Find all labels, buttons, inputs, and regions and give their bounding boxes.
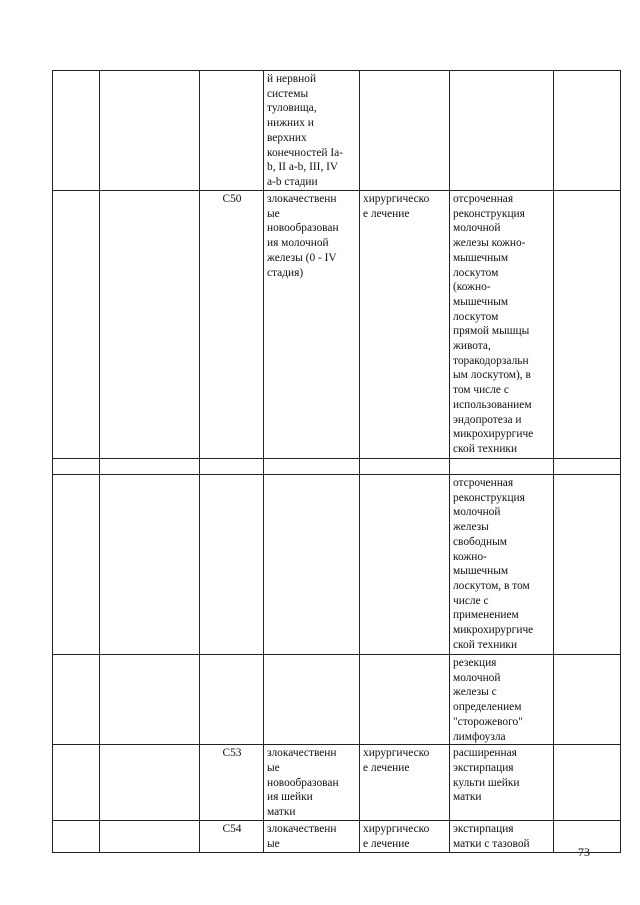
cell-icd-code — [200, 71, 264, 191]
cell-cost — [554, 655, 621, 745]
cell-disease: злокачественн ые — [264, 821, 360, 853]
cell-profile — [100, 191, 200, 459]
cell-cost — [554, 191, 621, 459]
cell-method: экстирпация матки с тазовой — [450, 821, 554, 853]
cell-profile — [100, 821, 200, 853]
cell-number — [53, 475, 100, 655]
cell-profile — [100, 655, 200, 745]
cell-icd-code: C54 — [200, 821, 264, 853]
cell-cost — [554, 475, 621, 655]
cell-method: отсроченная реконструкция молочной железы свободным кожно- мышечным лоскутом, в том числе с применением микрохирургиче ской техники — [450, 475, 554, 655]
cell-icd-code — [200, 655, 264, 745]
cell-cost — [554, 459, 621, 475]
cell-number — [53, 745, 100, 821]
cell-profile — [100, 71, 200, 191]
cell-profile — [100, 459, 200, 475]
table-row — [53, 475, 621, 655]
cell-method: отсроченная реконструкция молочной железы кожно- мышечным лоскутом (кожно- мышечным лоскутом прямой мышцы живота, торакодорзальн ым лоскутом), в том числе с использованием эндопротеза и микрохирургиче ской техники — [450, 191, 554, 459]
cell-cost — [554, 71, 621, 191]
cell-icd-code — [200, 459, 264, 475]
cell-treatment-type: хирургическо е лечение — [360, 745, 450, 821]
table-row — [53, 821, 621, 853]
cell-treatment-type — [360, 475, 450, 655]
cell-treatment-type — [360, 71, 450, 191]
table-row — [53, 745, 621, 821]
cell-number — [53, 459, 100, 475]
cell-disease: й нервной системы туловища, нижних и верхних конечностей Ia- b, II a-b, III, IV a-b стадии — [264, 71, 360, 191]
cell-profile — [100, 745, 200, 821]
cell-treatment-type: хирургическо е лечение — [360, 821, 450, 853]
cell-number — [53, 655, 100, 745]
cell-method: резекция молочной железы с определением "сторожевого" лимфоузла — [450, 655, 554, 745]
table-row — [53, 655, 621, 745]
cell-method — [450, 71, 554, 191]
cell-icd-code — [200, 475, 264, 655]
table-row — [53, 191, 621, 459]
cell-treatment-type: хирургическо е лечение — [360, 191, 450, 459]
cell-disease: злокачественн ые новообразован ия шейки матки — [264, 745, 360, 821]
cell-icd-code: C50 — [200, 191, 264, 459]
cell-method: расширенная экстирпация культи шейки матки — [450, 745, 554, 821]
page-number: 73 — [578, 845, 590, 859]
cell-number — [53, 191, 100, 459]
cell-number — [53, 71, 100, 191]
cell-profile — [100, 475, 200, 655]
cell-disease: злокачественн ые новообразован ия молочной железы (0 - IV стадия) — [264, 191, 360, 459]
cell-treatment-type — [360, 655, 450, 745]
cell-disease — [264, 459, 360, 475]
cell-disease — [264, 655, 360, 745]
cell-treatment-type — [360, 459, 450, 475]
cell-method — [450, 459, 554, 475]
table-row — [53, 459, 621, 475]
cell-icd-code: C53 — [200, 745, 264, 821]
table-row — [53, 71, 621, 191]
cell-disease — [264, 475, 360, 655]
treatment-table — [52, 70, 621, 853]
cell-cost — [554, 745, 621, 821]
cell-number — [53, 821, 100, 853]
